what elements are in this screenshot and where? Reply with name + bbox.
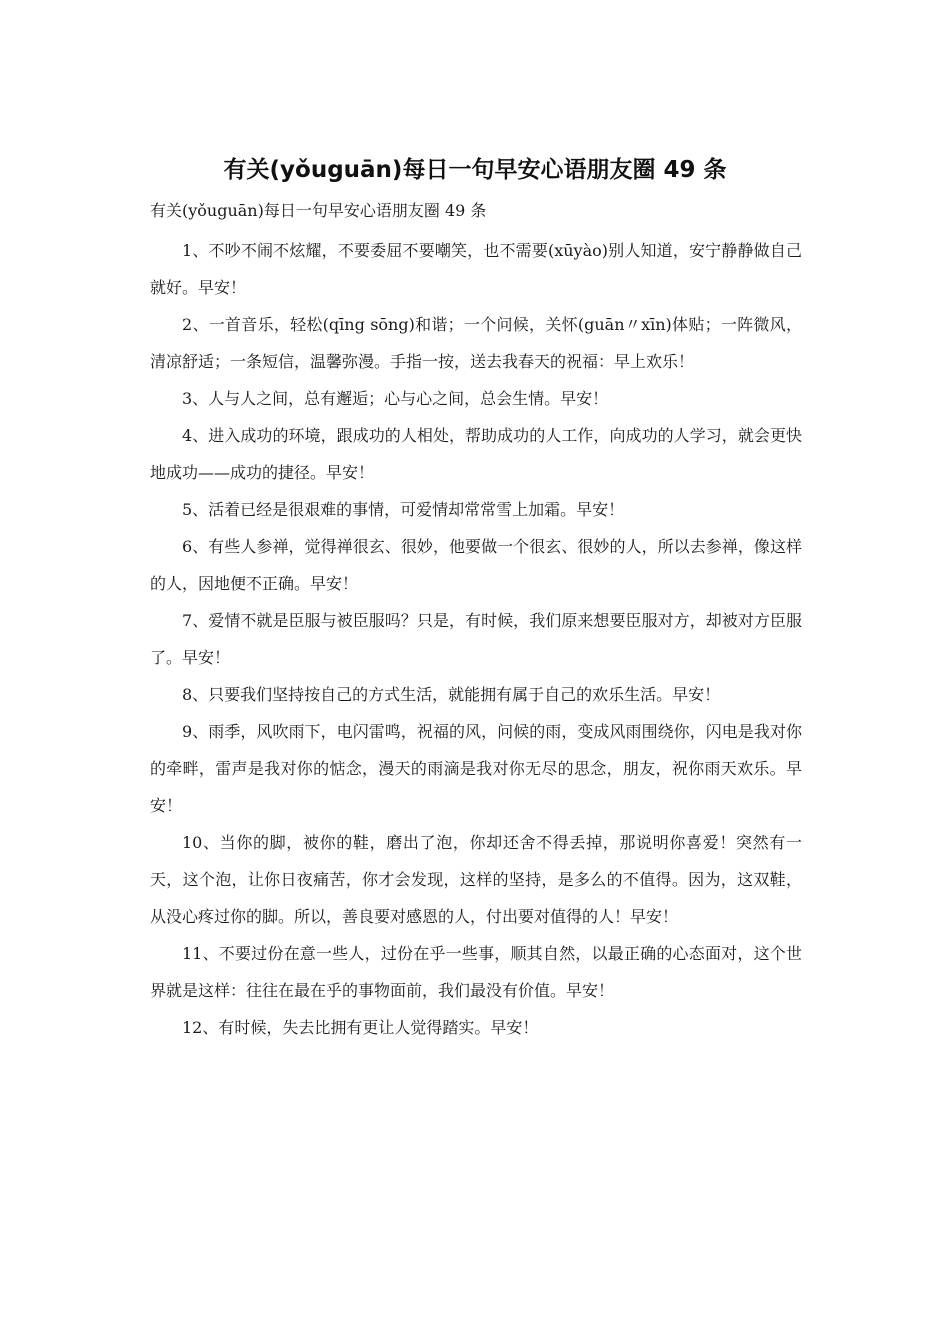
paragraph-5: 5、活着已经是很艰难的事情，可爱情却常常雪上加霜。早安！ (182, 500, 625, 519)
paragraph-11: 11、不要过份在意一些人，过份在乎一些事，顺其自然，以最正确的心态面对，这个世界就是这样：往往在最在乎的事物面前，我们最没有价值。早安！ (150, 944, 802, 1000)
paragraph-12: 12、有时候，失去比拥有更让人觉得踏实。早安！ (182, 1018, 539, 1037)
paragraph-8: 8、只要我们坚持按自己的方式生活，就能拥有属于自己的欢乐生活。早安！ (182, 685, 721, 704)
document-subtitle: 有关(yǒuguān)每日一句早安心语朋友圈 49 条 (150, 201, 487, 220)
document-title: 有关(yǒuguān)每日一句早安心语朋友圈 49 条 (223, 157, 727, 183)
paragraph-3: 3、人与人之间，总有邂逅；心与心之间，总会生情。早安！ (182, 389, 609, 408)
paragraph-4: 4、进入成功的环境，跟成功的人相处，帮助成功的人工作，向成功的人学习，就会更快地成功——成功的捷径。早安！ (150, 426, 802, 482)
paragraph-6: 6、有些人参禅，觉得禅很玄、很妙，他要做一个很玄、很妙的人，所以去参禅，像这样的人，因地便不正确。早安！ (150, 537, 802, 593)
paragraph-10: 10、当你的脚，被你的鞋，磨出了泡，你却还舍不得丢掉，那说明你喜爱！突然有一天，这个泡，让你日夜痛苦，你才会发现，这样的坚持，是多么的不值得。因为，这双鞋，从没心疼过你的脚。所以，善良要对感恩的人，付出要对值得的人！早安！ (150, 833, 802, 926)
paragraph-2: 2、一首音乐，轻松(qīng sōng)和谐；一个问候，关怀(guān〃xīn)体贴；一阵微风，清凉舒适；一条短信，温馨弥漫。手指一按，送去我春天的祝福：早上欢乐！ (150, 315, 802, 371)
paragraph-1: 1、不吵不闹不炫耀，不要委屈不要嘲笑，也不需要(xūyào)别人知道，安宁静静做自己就好。早安！ (150, 241, 802, 297)
document-body (150, 232, 802, 1046)
paragraph-7: 7、爱情不就是臣服与被臣服吗？只是，有时候，我们原来想要臣服对方，却被对方臣服了。早安！ (150, 611, 802, 667)
paragraph-9: 9、雨季，风吹雨下，电闪雷鸣，祝福的风，问候的雨，变成风雨围绕你，闪电是我对你的牵畔，雷声是我对你的惦念，漫天的雨滴是我对你无尽的思念，朋友，祝你雨天欢乐。早安！ (150, 722, 802, 815)
